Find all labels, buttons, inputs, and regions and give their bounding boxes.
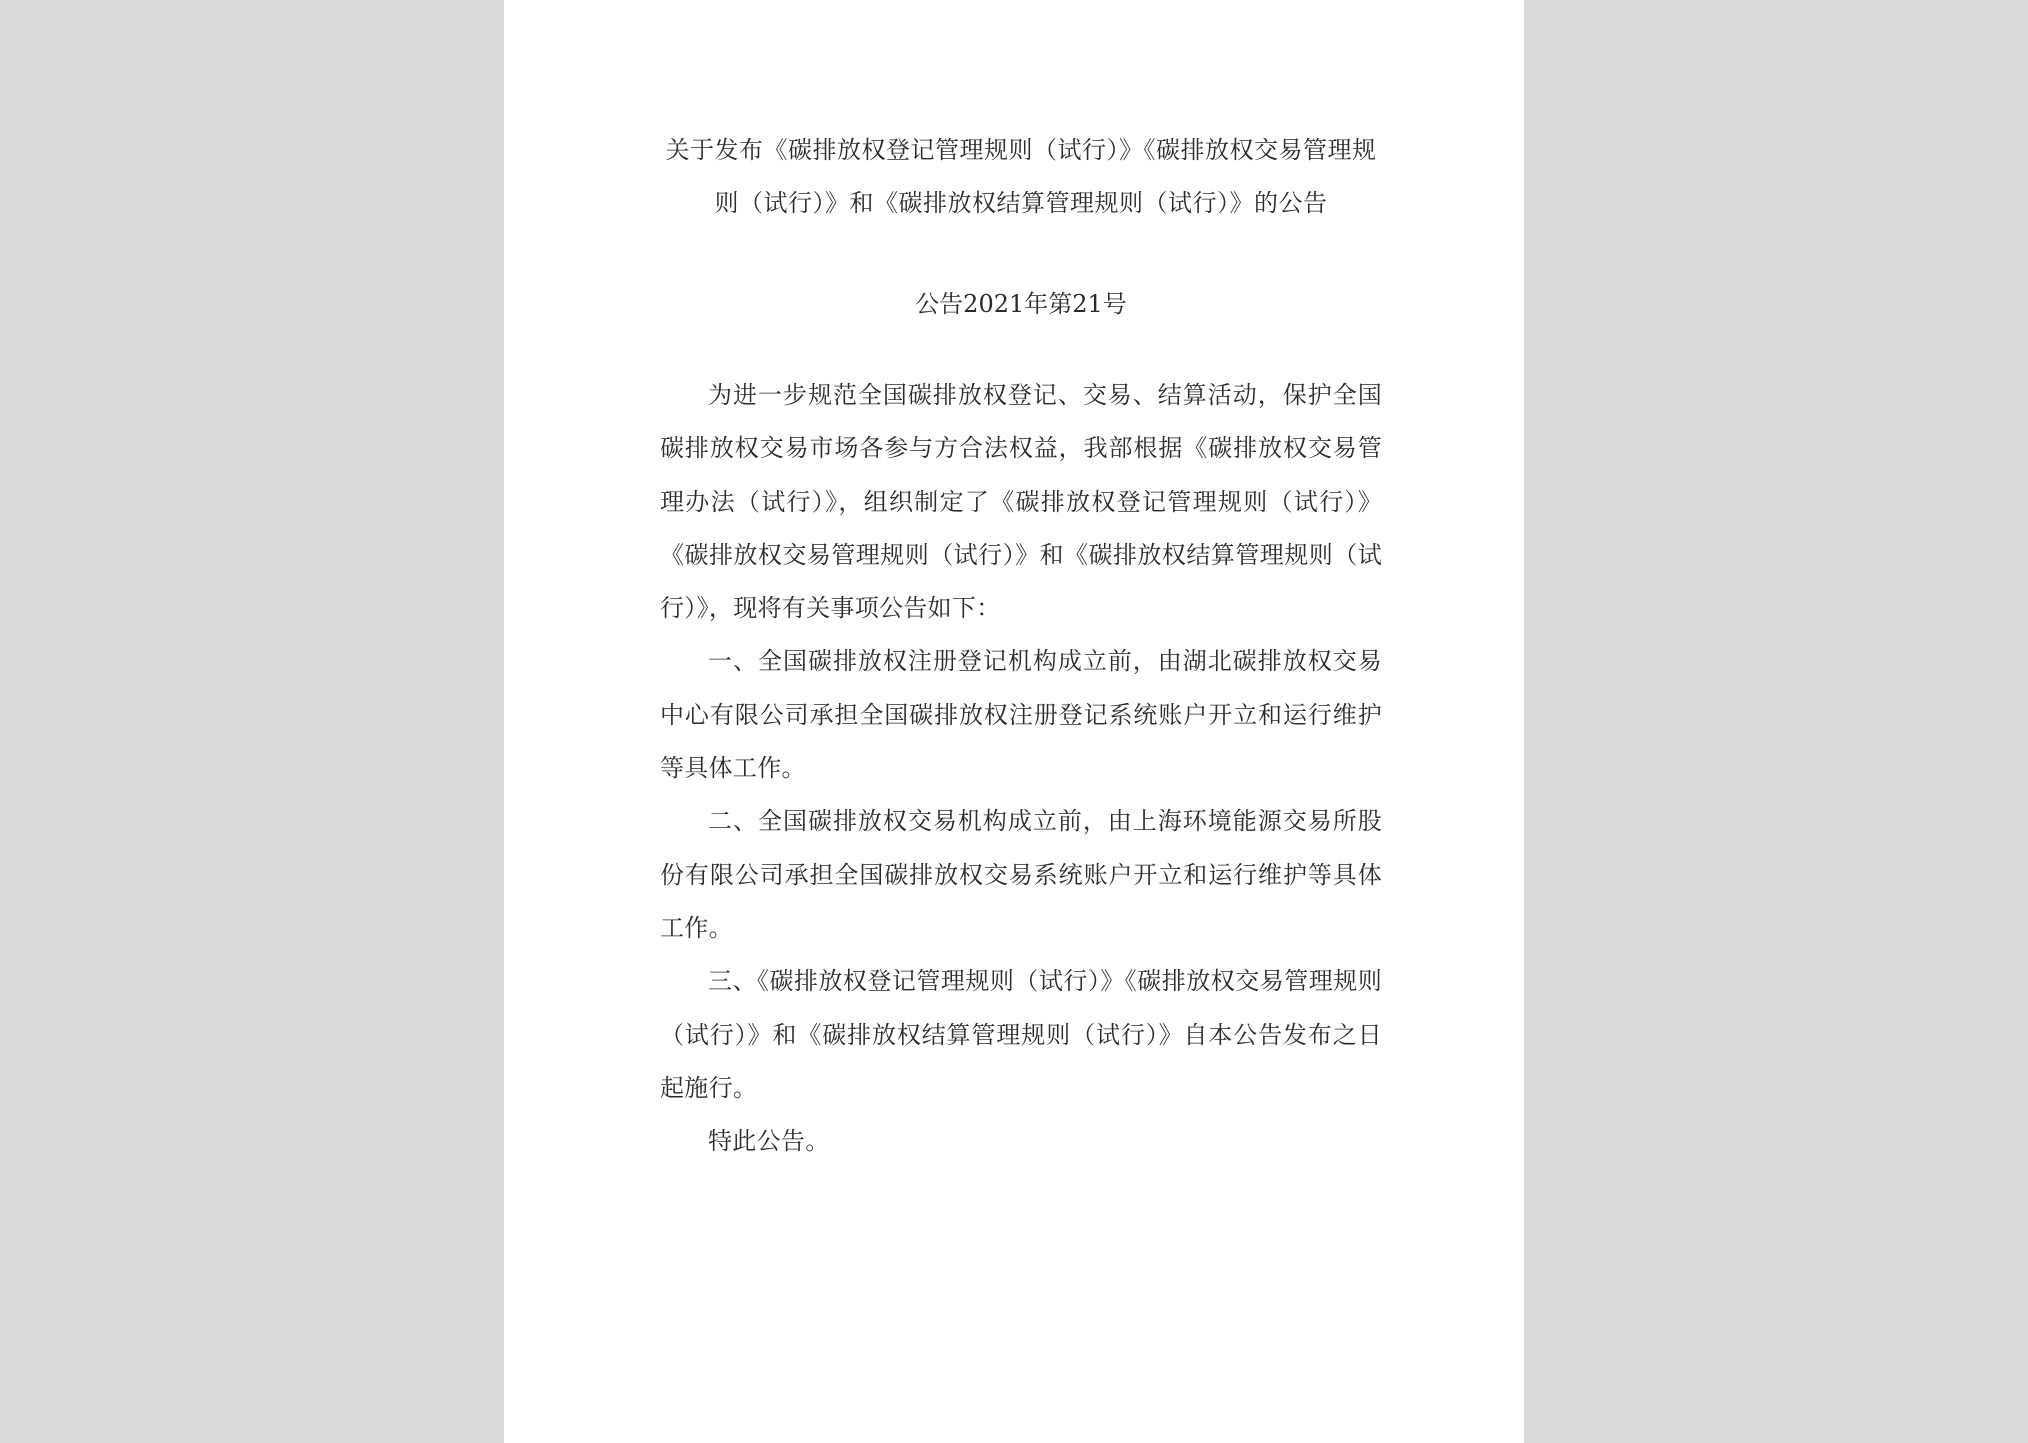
- paragraph-item-3: 三、《碳排放权登记管理规则（试行）》《碳排放权交易管理规则（试行）》和《碳排放权结算管理规则（试行）》自本公告发布之日起施行。: [660, 967, 1382, 1102]
- paragraph-intro: 为进一步规范全国碳排放权登记、交易、结算活动，保护全国碳排放权交易市场各参与方合法权益，我部根据《碳排放权交易管理办法（试行）》，组织制定了《碳排放权登记管理规则（试行）》《碳排放权交易管理规则（试行）》和《碳排放权结算管理规则（试行）》，现将有关事项公告如下：: [660, 381, 1382, 623]
- document-body: [660, 369, 1382, 1168]
- paragraph-item-2: 二、全国碳排放权交易机构成立前，由上海环境能源交易所股份有限公司承担全国碳排放权交易系统账户开立和运行维护等具体工作。: [660, 807, 1382, 942]
- paragraph-closing: 特此公告。: [708, 1127, 830, 1156]
- document-page: [504, 0, 1524, 1443]
- announcement-number: 公告2021年第21号: [915, 290, 1127, 318]
- paragraph-item-1: 一、全国碳排放权注册登记机构成立前，由湖北碳排放权交易中心有限公司承担全国碳排放权注册登记系统账户开立和运行维护等具体工作。: [660, 647, 1382, 783]
- title-line-1: 关于发布《碳排放权登记管理规则（试行）》《碳排放权交易管理规: [665, 136, 1377, 164]
- document-title: [660, 124, 1382, 230]
- document-content: [660, 124, 1382, 1168]
- title-line-2: 则（试行）》和《碳排放权结算管理规则（试行）》的公告: [714, 189, 1328, 217]
